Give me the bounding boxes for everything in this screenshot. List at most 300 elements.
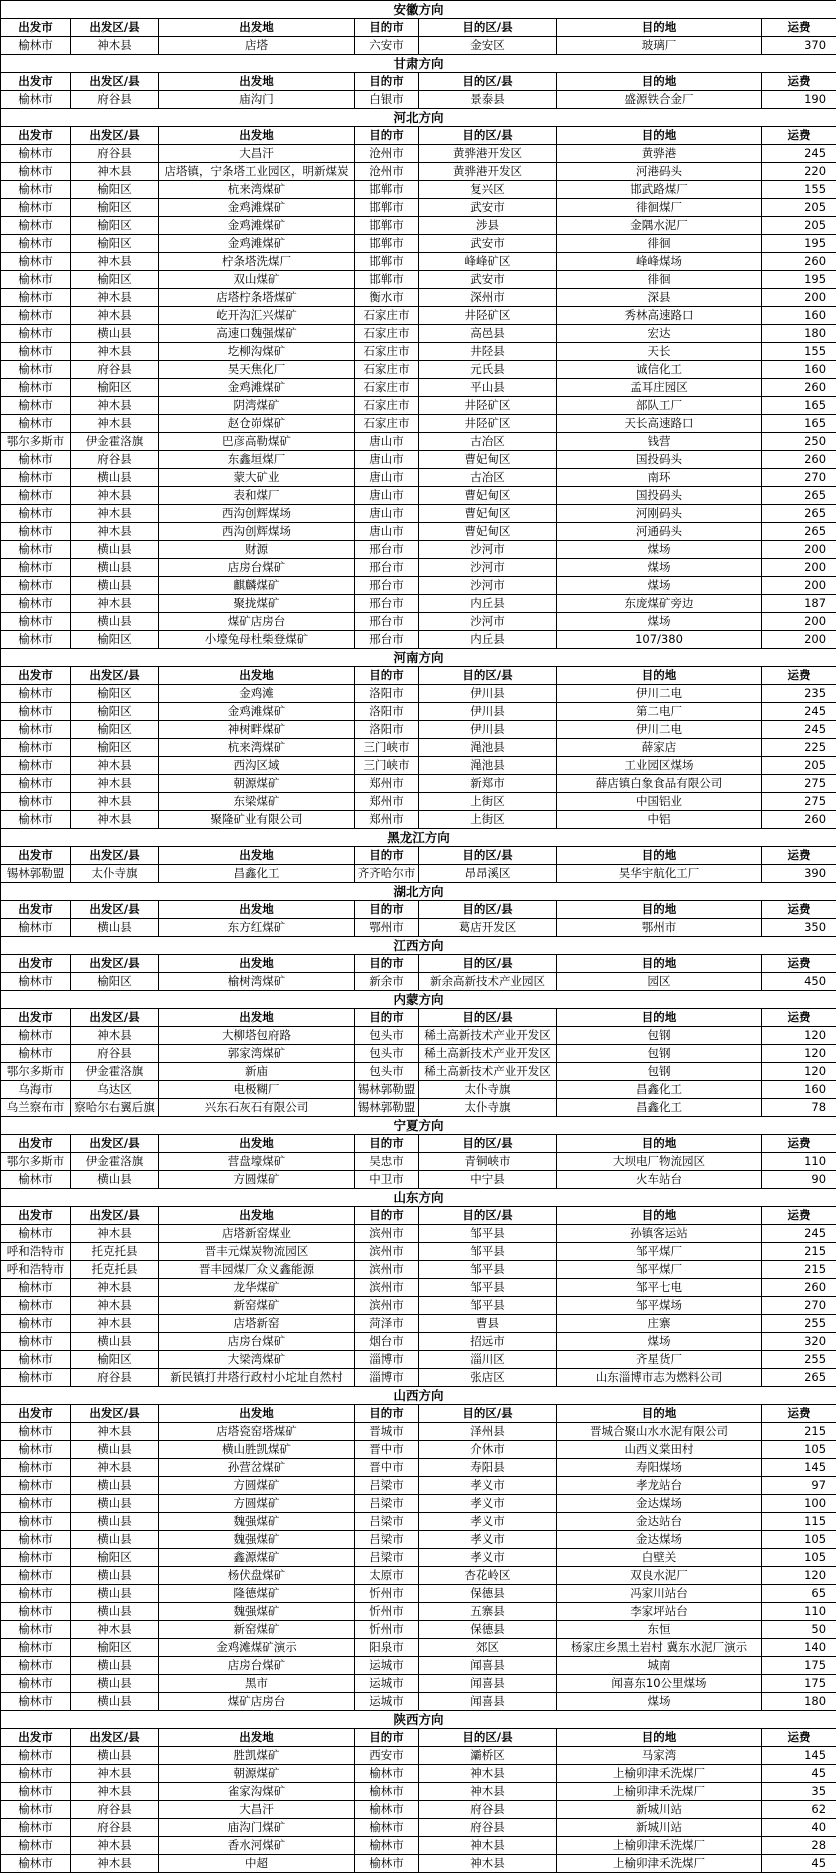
table-cell: 阴湾煤矿 <box>159 397 355 415</box>
table-cell: 吕梁市 <box>355 1477 419 1495</box>
table-cell: 榆林市 <box>1 469 71 487</box>
table-cell: 榆阳区 <box>71 379 159 397</box>
table-cell: 金鸡滩 <box>159 685 355 703</box>
table-cell: 鄂尔多斯市 <box>1 1153 71 1171</box>
table-cell: 榆林市 <box>1 919 71 937</box>
table-cell: 滨州市 <box>355 1279 419 1297</box>
table-row <box>1 271 836 289</box>
column-header: 目的区/县 <box>419 73 557 91</box>
table-row <box>1 523 836 541</box>
table-cell: 沙河市 <box>419 577 557 595</box>
table-cell: 呼和浩特市 <box>1 1243 71 1261</box>
table-cell: 金隅水泥厂 <box>557 217 762 235</box>
table-cell: 店塔瓷窑塔煤矿 <box>159 1423 355 1441</box>
table-row <box>1 289 836 307</box>
table-row <box>1 1369 836 1387</box>
table-cell: 神木县 <box>71 595 159 613</box>
table-cell: 庙沟门 <box>159 91 355 109</box>
column-header: 出发市 <box>1 1729 71 1747</box>
table-cell: 杨家庄乡黑土岩村 冀东水泥厂演示 <box>557 1639 762 1657</box>
column-header: 出发市 <box>1 19 71 37</box>
table-cell: 榆阳区 <box>71 217 159 235</box>
table-cell: 白银市 <box>355 91 419 109</box>
column-header: 出发地 <box>159 667 355 685</box>
table-cell: 神木县 <box>71 289 159 307</box>
table-cell: 榆林市 <box>1 181 71 199</box>
table-cell: 府谷县 <box>419 1801 557 1819</box>
table-cell: 160 <box>762 361 836 379</box>
table-cell: 国投码头 <box>557 451 762 469</box>
table-cell: 榆阳区 <box>71 181 159 199</box>
table-row <box>1 397 836 415</box>
table-cell: 榆林市 <box>1 1675 71 1693</box>
region-title-row <box>1 1 836 19</box>
table-cell: 120 <box>762 1567 836 1585</box>
table-cell: 东庞煤矿旁边 <box>557 595 762 613</box>
column-header: 运费 <box>762 73 836 91</box>
region-title-row <box>1 1387 836 1405</box>
table-row <box>1 145 836 163</box>
table-cell: 金达站台 <box>557 1513 762 1531</box>
region-title: 河南方向 <box>1 649 836 667</box>
table-row <box>1 217 836 235</box>
table-row <box>1 1693 836 1711</box>
table-cell: 榆林市 <box>1 1477 71 1495</box>
table-cell: 武安市 <box>419 199 557 217</box>
table-cell: 榆林市 <box>1 811 71 829</box>
table-cell: 黄骅港开发区 <box>419 145 557 163</box>
table-row <box>1 1657 836 1675</box>
table-cell: 方圆煤矿 <box>159 1495 355 1513</box>
table-cell: 邢台市 <box>355 613 419 631</box>
table-cell: 鑫源煤矿 <box>159 1549 355 1567</box>
table-cell: 145 <box>762 1747 836 1765</box>
table-cell: 孝义市 <box>419 1549 557 1567</box>
table-cell: 方圆煤矿 <box>159 1477 355 1495</box>
table-cell: 横山县 <box>71 1513 159 1531</box>
table-cell: 榆林市 <box>1 757 71 775</box>
table-cell: 唐山市 <box>355 451 419 469</box>
table-cell: 上榆卯津禾洗煤厂 <box>557 1783 762 1801</box>
table-row <box>1 973 836 991</box>
table-row <box>1 919 836 937</box>
column-header: 出发市 <box>1 901 71 919</box>
table-cell: 215 <box>762 1261 836 1279</box>
table-cell: 260 <box>762 1279 836 1297</box>
column-header: 目的区/县 <box>419 1009 557 1027</box>
table-cell: 忻州市 <box>355 1585 419 1603</box>
table-cell: 伊川二电 <box>557 721 762 739</box>
column-header: 目的地 <box>557 667 762 685</box>
table-cell: 神木县 <box>71 505 159 523</box>
table-cell: 曹妃甸区 <box>419 505 557 523</box>
column-header: 出发地 <box>159 73 355 91</box>
table-cell: 昌鑫化工 <box>557 1099 762 1117</box>
table-cell: 表和煤厂 <box>159 487 355 505</box>
table-cell: 沙河市 <box>419 541 557 559</box>
column-header: 目的区/县 <box>419 1405 557 1423</box>
table-cell: 渑池县 <box>419 739 557 757</box>
column-header: 出发区/县 <box>71 955 159 973</box>
column-header: 出发地 <box>159 1729 355 1747</box>
table-cell: 200 <box>762 289 836 307</box>
table-cell: 煤场 <box>557 613 762 631</box>
column-header: 出发地 <box>159 1135 355 1153</box>
table-cell: 太仆寺旗 <box>71 865 159 883</box>
table-cell: 265 <box>762 523 836 541</box>
column-header: 目的市 <box>355 19 419 37</box>
table-cell: 府谷县 <box>71 1801 159 1819</box>
table-cell: 神木县 <box>71 1315 159 1333</box>
table-cell: 100 <box>762 1495 836 1513</box>
table-row <box>1 343 836 361</box>
table-cell: 西沟区域 <box>159 757 355 775</box>
column-header: 目的市 <box>355 847 419 865</box>
table-cell: 榆林市 <box>355 1819 419 1837</box>
table-cell: 稀土高新技术产业开发区 <box>419 1063 557 1081</box>
table-cell: 忻州市 <box>355 1621 419 1639</box>
table-cell: 包头市 <box>355 1063 419 1081</box>
table-cell: 横山县 <box>71 541 159 559</box>
table-cell: 榆林市 <box>1 1045 71 1063</box>
table-cell: 孙镇客运站 <box>557 1225 762 1243</box>
table-cell: 邯郸市 <box>355 253 419 271</box>
table-cell: 神木县 <box>71 487 159 505</box>
column-header: 目的市 <box>355 667 419 685</box>
column-header: 目的市 <box>355 1405 419 1423</box>
column-header: 出发地 <box>159 1009 355 1027</box>
table-cell: 高速口魏强煤矿 <box>159 325 355 343</box>
table-cell: 招远市 <box>419 1333 557 1351</box>
table-cell: 205 <box>762 757 836 775</box>
table-cell: 李家坪站台 <box>557 1603 762 1621</box>
table-cell: 横山县 <box>71 325 159 343</box>
table-cell: 晋中市 <box>355 1441 419 1459</box>
table-cell: 245 <box>762 145 836 163</box>
table-cell: 180 <box>762 325 836 343</box>
table-cell: 太仆寺旗 <box>419 1081 557 1099</box>
table-cell: 榆林市 <box>1 199 71 217</box>
table-cell: 郑州市 <box>355 793 419 811</box>
table-cell: 忻州市 <box>355 1603 419 1621</box>
table-cell: 店塔镇，宁条塔工业园区，明新煤炭 <box>159 163 355 181</box>
table-cell: 吕梁市 <box>355 1549 419 1567</box>
table-row <box>1 163 836 181</box>
table-row <box>1 1063 836 1081</box>
table-row <box>1 469 836 487</box>
table-cell: 横山县 <box>71 1441 159 1459</box>
table-cell: 隆德煤矿 <box>159 1585 355 1603</box>
table-cell: 魏强煤矿 <box>159 1603 355 1621</box>
table-cell: 诚信化工 <box>557 361 762 379</box>
table-row <box>1 1585 836 1603</box>
table-cell: 察哈尔右翼后旗 <box>71 1099 159 1117</box>
region-title-row <box>1 1189 836 1207</box>
table-cell: 榆林市 <box>1 577 71 595</box>
table-row <box>1 1621 836 1639</box>
table-cell: 曹妃甸区 <box>419 487 557 505</box>
table-cell: 榆林市 <box>1 253 71 271</box>
table-cell: 新窑煤矿 <box>159 1621 355 1639</box>
column-header: 出发市 <box>1 1009 71 1027</box>
table-cell: 榆林市 <box>1 379 71 397</box>
table-cell: 横山县 <box>71 577 159 595</box>
table-cell: 金安区 <box>419 37 557 55</box>
column-header: 目的区/县 <box>419 1729 557 1747</box>
table-cell: 神木县 <box>71 1783 159 1801</box>
table-cell: 渑池县 <box>419 757 557 775</box>
table-cell: 府谷县 <box>71 145 159 163</box>
table-cell: 190 <box>762 91 836 109</box>
table-cell: 265 <box>762 487 836 505</box>
table-cell: 园区 <box>557 973 762 991</box>
table-cell: 曹妃甸区 <box>419 523 557 541</box>
column-header: 出发区/县 <box>71 1405 159 1423</box>
table-cell: 天长高速路口 <box>557 415 762 433</box>
table-cell: 朝源煤矿 <box>159 1765 355 1783</box>
region-title-row <box>1 937 836 955</box>
table-cell: 107/380 <box>557 631 762 649</box>
table-cell: 钱营 <box>557 433 762 451</box>
table-row <box>1 595 836 613</box>
table-cell: 煤矿店房台 <box>159 613 355 631</box>
table-cell: 榆林市 <box>1 1747 71 1765</box>
table-cell: 35 <box>762 1783 836 1801</box>
table-row <box>1 1639 836 1657</box>
table-cell: 187 <box>762 595 836 613</box>
column-header: 出发市 <box>1 955 71 973</box>
table-cell: 邯郸市 <box>355 199 419 217</box>
table-cell: 邯武路煤厂 <box>557 181 762 199</box>
table-cell: 榆林市 <box>1 1783 71 1801</box>
table-cell: 店塔柠条塔煤矿 <box>159 289 355 307</box>
table-cell: 榆林市 <box>1 793 71 811</box>
table-cell: 上榆卯津禾洗煤厂 <box>557 1855 762 1873</box>
table-cell: 新郑市 <box>419 775 557 793</box>
table-cell: 郑州市 <box>355 775 419 793</box>
column-header: 出发区/县 <box>71 901 159 919</box>
table-row <box>1 1495 836 1513</box>
table-cell: 阳泉市 <box>355 1639 419 1657</box>
table-cell: 孟耳庄园区 <box>557 379 762 397</box>
table-cell: 古冶区 <box>419 433 557 451</box>
table-cell: 榆阳区 <box>71 1351 159 1369</box>
region-title-row <box>1 1117 836 1135</box>
table-cell: 275 <box>762 793 836 811</box>
column-header: 出发市 <box>1 1207 71 1225</box>
column-header: 目的区/县 <box>419 955 557 973</box>
table-cell: 河港码头 <box>557 163 762 181</box>
table-cell: 峰峰矿区 <box>419 253 557 271</box>
table-row <box>1 505 836 523</box>
table-cell: 屹开沟汇兴煤矿 <box>159 307 355 325</box>
table-cell: 煤矿店房台 <box>159 1693 355 1711</box>
table-cell: 煤场 <box>557 1693 762 1711</box>
column-header: 目的市 <box>355 955 419 973</box>
table-cell: 府谷县 <box>71 1819 159 1837</box>
table-cell: 西沟创辉煤场 <box>159 505 355 523</box>
column-header: 出发地 <box>159 127 355 145</box>
table-cell: 太原市 <box>355 1567 419 1585</box>
table-cell: 鄂州市 <box>557 919 762 937</box>
table-cell: 榆林市 <box>1 1171 71 1189</box>
table-cell: 195 <box>762 235 836 253</box>
column-header: 目的地 <box>557 1135 762 1153</box>
column-header: 目的市 <box>355 73 419 91</box>
table-cell: 乌海市 <box>1 1081 71 1099</box>
table-cell: 200 <box>762 613 836 631</box>
table-cell: 上榆卯津禾洗煤厂 <box>557 1837 762 1855</box>
table-cell: 昂昂溪区 <box>419 865 557 883</box>
column-header-row <box>1 955 836 973</box>
table-cell: 鄂州市 <box>355 919 419 937</box>
column-header: 出发地 <box>159 901 355 919</box>
region-title-row <box>1 649 836 667</box>
column-header-row <box>1 1135 836 1153</box>
table-row <box>1 559 836 577</box>
table-cell: 200 <box>762 631 836 649</box>
table-cell: 魏强煤矿 <box>159 1531 355 1549</box>
table-cell: 155 <box>762 343 836 361</box>
table-cell: 吕梁市 <box>355 1513 419 1531</box>
table-cell: 运城市 <box>355 1693 419 1711</box>
table-cell: 昊天焦化厂 <box>159 361 355 379</box>
table-cell: 河刚码头 <box>557 505 762 523</box>
table-cell: 唐山市 <box>355 523 419 541</box>
table-cell: 胜凯煤矿 <box>159 1747 355 1765</box>
column-header: 目的地 <box>557 901 762 919</box>
table-cell: 榆阳区 <box>71 739 159 757</box>
region-title-row <box>1 829 836 847</box>
table-cell: 石家庄市 <box>355 307 419 325</box>
table-cell: 横山县 <box>71 919 159 937</box>
table-cell: 六安市 <box>355 37 419 55</box>
table-cell: 横山县 <box>71 1495 159 1513</box>
column-header-row <box>1 847 836 865</box>
table-row <box>1 433 836 451</box>
table-cell: 金鸡滩煤矿 <box>159 199 355 217</box>
table-cell: 煤场 <box>557 541 762 559</box>
table-cell: 390 <box>762 865 836 883</box>
table-row <box>1 1243 836 1261</box>
table-cell: 金达煤场 <box>557 1495 762 1513</box>
table-cell: 260 <box>762 451 836 469</box>
table-cell: 井陉矿区 <box>419 397 557 415</box>
table-cell: 榆林市 <box>1 721 71 739</box>
table-cell: 265 <box>762 505 836 523</box>
table-cell: 邹平七电 <box>557 1279 762 1297</box>
table-cell: 西安市 <box>355 1747 419 1765</box>
table-cell: 财源 <box>159 541 355 559</box>
column-header: 目的地 <box>557 955 762 973</box>
column-header: 运费 <box>762 667 836 685</box>
table-cell: 东梁煤矿 <box>159 793 355 811</box>
table-cell: 东恒 <box>557 1621 762 1639</box>
column-header: 目的区/县 <box>419 901 557 919</box>
table-row <box>1 775 836 793</box>
table-row <box>1 253 836 271</box>
table-cell: 托克托县 <box>71 1261 159 1279</box>
table-cell: 邢台市 <box>355 631 419 649</box>
table-cell: 榆阳区 <box>71 721 159 739</box>
table-cell: 天长 <box>557 343 762 361</box>
table-cell: 邹平煤厂 <box>557 1243 762 1261</box>
table-row <box>1 703 836 721</box>
table-cell: 内丘县 <box>419 631 557 649</box>
table-cell: 神木县 <box>71 1621 159 1639</box>
table-cell: 榆林市 <box>1 1765 71 1783</box>
region-title: 山东方向 <box>1 1189 836 1207</box>
table-cell: 唐山市 <box>355 469 419 487</box>
table-cell: 62 <box>762 1801 836 1819</box>
table-cell: 新城川站 <box>557 1801 762 1819</box>
table-cell: 榆林市 <box>1 307 71 325</box>
table-cell: 淄川区 <box>419 1351 557 1369</box>
table-cell: 榆林市 <box>1 451 71 469</box>
table-cell: 105 <box>762 1531 836 1549</box>
table-cell: 榆林市 <box>1 1351 71 1369</box>
table-cell: 青铜峡市 <box>419 1153 557 1171</box>
table-cell: 城南 <box>557 1657 762 1675</box>
table-cell: 265 <box>762 1369 836 1387</box>
table-row <box>1 37 836 55</box>
table-cell: 武安市 <box>419 271 557 289</box>
column-header: 出发地 <box>159 847 355 865</box>
table-row <box>1 1837 836 1855</box>
table-cell: 神木县 <box>71 1279 159 1297</box>
table-cell: 元氏县 <box>419 361 557 379</box>
column-header-row <box>1 1729 836 1747</box>
table-cell: 225 <box>762 739 836 757</box>
table-cell: 沧州市 <box>355 163 419 181</box>
table-cell: 井陉矿区 <box>419 415 557 433</box>
table-row <box>1 451 836 469</box>
table-cell: 榆林市 <box>1 685 71 703</box>
column-header: 运费 <box>762 127 836 145</box>
table-row <box>1 199 836 217</box>
table-cell: 煤场 <box>557 577 762 595</box>
column-header-row <box>1 1009 836 1027</box>
table-cell: 店塔 <box>159 37 355 55</box>
table-cell: 齐星货厂 <box>557 1351 762 1369</box>
table-cell: 神木县 <box>71 1837 159 1855</box>
table-cell: 五寨县 <box>419 1603 557 1621</box>
column-header: 目的市 <box>355 127 419 145</box>
table-cell: 托克托县 <box>71 1243 159 1261</box>
table-cell: 庙沟门煤矿 <box>159 1819 355 1837</box>
table-cell: 榆树湾煤矿 <box>159 973 355 991</box>
table-cell: 110 <box>762 1153 836 1171</box>
column-header: 出发区/县 <box>71 667 159 685</box>
table-cell: 榆林市 <box>355 1837 419 1855</box>
column-header: 运费 <box>762 1405 836 1423</box>
column-header: 出发地 <box>159 1207 355 1225</box>
table-cell: 邹平县 <box>419 1243 557 1261</box>
table-cell: 195 <box>762 271 836 289</box>
table-cell: 滨州市 <box>355 1297 419 1315</box>
table-row <box>1 631 836 649</box>
table-cell: 邯郸市 <box>355 217 419 235</box>
table-cell: 金鸡滩煤矿 <box>159 703 355 721</box>
table-cell: 吕梁市 <box>355 1531 419 1549</box>
table-row <box>1 811 836 829</box>
table-cell: 榆阳区 <box>71 1639 159 1657</box>
table-cell: 神木县 <box>71 1459 159 1477</box>
table-row <box>1 1477 836 1495</box>
column-header: 运费 <box>762 847 836 865</box>
table-cell: 魏强煤矿 <box>159 1513 355 1531</box>
table-cell: 邹平县 <box>419 1225 557 1243</box>
